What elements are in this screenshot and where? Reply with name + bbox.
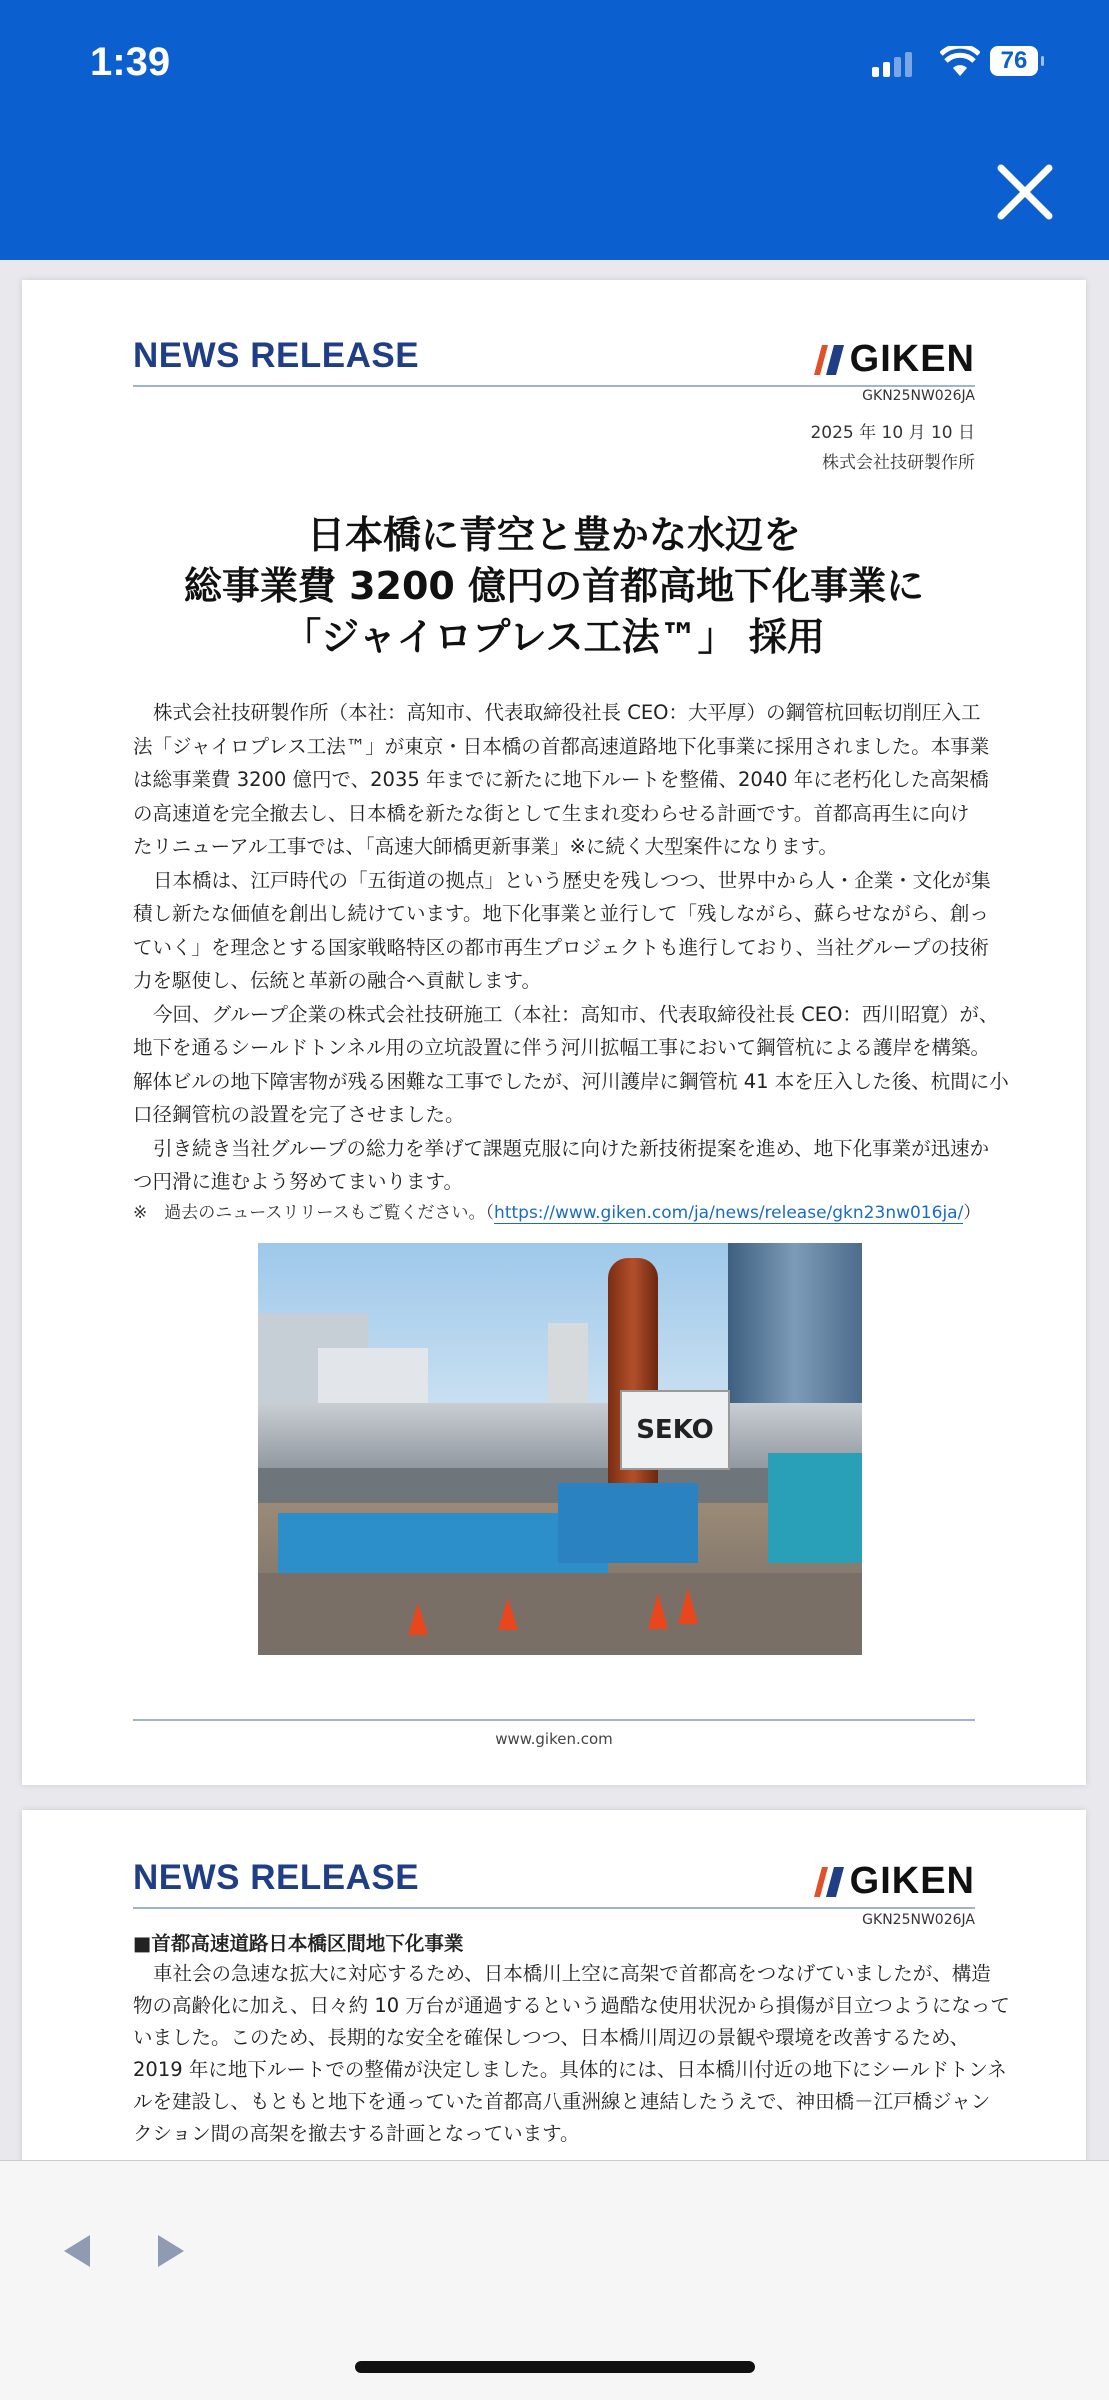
- body-line: つ円滑に進むよう努めてまいります。: [133, 1170, 463, 1193]
- body-line: 口径鋼管杭の設置を完了させました。: [133, 1103, 465, 1126]
- body-line: 2019 年に地下ルートでの整備が決定しました。具体的には、日本橋川付近の地下にシールドトンネ: [133, 2058, 1007, 2081]
- body-line: の高速道を完全撤去し、日本橋を新たな街として生まれ変わらせる計画です。首都高再生に向け: [133, 801, 970, 825]
- document-id: GKN25NW026JA: [862, 1912, 975, 1928]
- body-line: クション間の高架を撤去する計画となっています。: [133, 2122, 580, 2145]
- giken-logo: GIKEN: [814, 1860, 975, 1903]
- back-arrow-icon[interactable]: [58, 2231, 98, 2271]
- footer-divider: [133, 1719, 975, 1721]
- company-name: 株式会社技研製作所: [822, 453, 975, 473]
- viewer-header: [0, 0, 1109, 260]
- section-heading: ■首都高速道路日本橋区間地下化事業: [133, 1932, 464, 1955]
- logo-mark-icon: [814, 345, 844, 375]
- wifi-icon: [940, 46, 980, 78]
- header-divider: [133, 385, 975, 387]
- body-line: 解体ビルの地下障害物が残る困難な工事でしたが、河川護岸に鋼管杭 41 本を圧入した後、杭間に小: [133, 1069, 1009, 1093]
- footer-url: www.giken.com: [495, 1730, 613, 1748]
- body-line: 株式会社技研製作所（本社：高知市、代表取締役社長 CEO：大平厚）の鋼管杭回転切削圧入工: [153, 701, 981, 724]
- footnote: ※ 過去のニュースリリースもご覧ください。（https://www.giken.com/ja/news/release/gkn23nw016ja/）: [133, 1203, 981, 1223]
- body-line: ルを建設し、もともと地下を通っていた首都高八重洲線と連結したうえで、神田橋－江戸橋ジャン: [133, 2090, 991, 2113]
- body-line: 物の高齢化に加え、日々約 10 万台が通過するという過酷な使用状況から損傷が目立つようになって: [133, 1994, 1010, 2017]
- body-line: 地下を通るシールドトンネル用の立坑設置に伴う河川拡幅工事において鋼管杭による護岸を構築。: [133, 1036, 991, 1059]
- past-release-link[interactable]: https://www.giken.com/ja/news/release/gkn23nw016ja/: [494, 1203, 964, 1223]
- body-line: いました。このため、長期的な安全を確保しつつ、日本橋川周辺の景観や環境を改善するため、: [133, 2026, 970, 2049]
- news-release-label: NEWS RELEASE: [133, 336, 420, 375]
- header-divider: [133, 1907, 975, 1909]
- logo-mark-icon: [814, 1867, 844, 1897]
- body-text: [133, 1958, 1010, 2150]
- body-line: は総事業費 3200 億円で、2035 年までに新たに地下ルートを整備、2040 年に老朽化した高架橋: [133, 768, 989, 791]
- news-release-label: NEWS RELEASE: [133, 1858, 420, 1897]
- page-header: [133, 1858, 975, 1928]
- body-line: ていく」を理念とする国家戦略特区の都市再生プロジェクトも進行しており、当社グループの技術: [133, 935, 990, 959]
- body-line: 今回、グループ企業の株式会社技研施工（本社：高知市、代表取締役社長 CEO：西川昭寛）が、: [153, 1002, 999, 1026]
- body-line: 日本橋は、江戸時代の「五街道の拠点」という歴史を残しつつ、世界中から人・企業・文化が集: [153, 868, 991, 892]
- body-line: 車社会の急速な拡大に対応するため、日本橋川上空に高架で首都高をつなげていましたが、構造: [153, 1962, 991, 1985]
- body-line: たリニューアル工事では、「高速大師橋更新事業」※に続く大型案件になります。: [133, 835, 838, 858]
- cellular-signal-icon: [872, 52, 912, 77]
- document-page-1: [22, 280, 1086, 1785]
- home-indicator: [355, 2361, 755, 2373]
- forward-arrow-icon[interactable]: [150, 2231, 190, 2271]
- body-line: 力を駆使し、伝統と革新の融合へ貢献します。: [133, 969, 541, 992]
- body-line: 引き続き当社グループの総力を挙げて課題克服に向けた新技術提案を進め、地下化事業が迅速か: [153, 1136, 990, 1160]
- battery-indicator: 76: [990, 46, 1038, 76]
- close-icon[interactable]: [995, 162, 1055, 222]
- seko-sign: SEKO: [620, 1390, 730, 1470]
- body-line: 法「ジャイロプレス工法™」が東京・日本橋の首都高速道路地下化事業に採用されました。本事業: [133, 734, 990, 758]
- giken-logo: GIKEN: [814, 338, 975, 381]
- page-header: [133, 336, 975, 406]
- body-text: [133, 696, 1009, 1199]
- document-id: GKN25NW026JA: [862, 388, 975, 404]
- document-page-2: [22, 1810, 1086, 2210]
- body-line: 積し新たな価値を創出し続けています。地下化事業と並行して「残しながら、蘇らせながら、創っ: [133, 902, 989, 925]
- press-release-title: 日本橋に青空と豊かな水辺を 総事業費 3200 億円の首都高地下化事業に 「ジャイロプレス工法™」 採用: [183, 513, 925, 659]
- status-time: 1:39: [90, 40, 171, 84]
- construction-site-photo: [258, 1243, 862, 1655]
- release-date: 2025 年 10 月 10 日: [810, 423, 975, 443]
